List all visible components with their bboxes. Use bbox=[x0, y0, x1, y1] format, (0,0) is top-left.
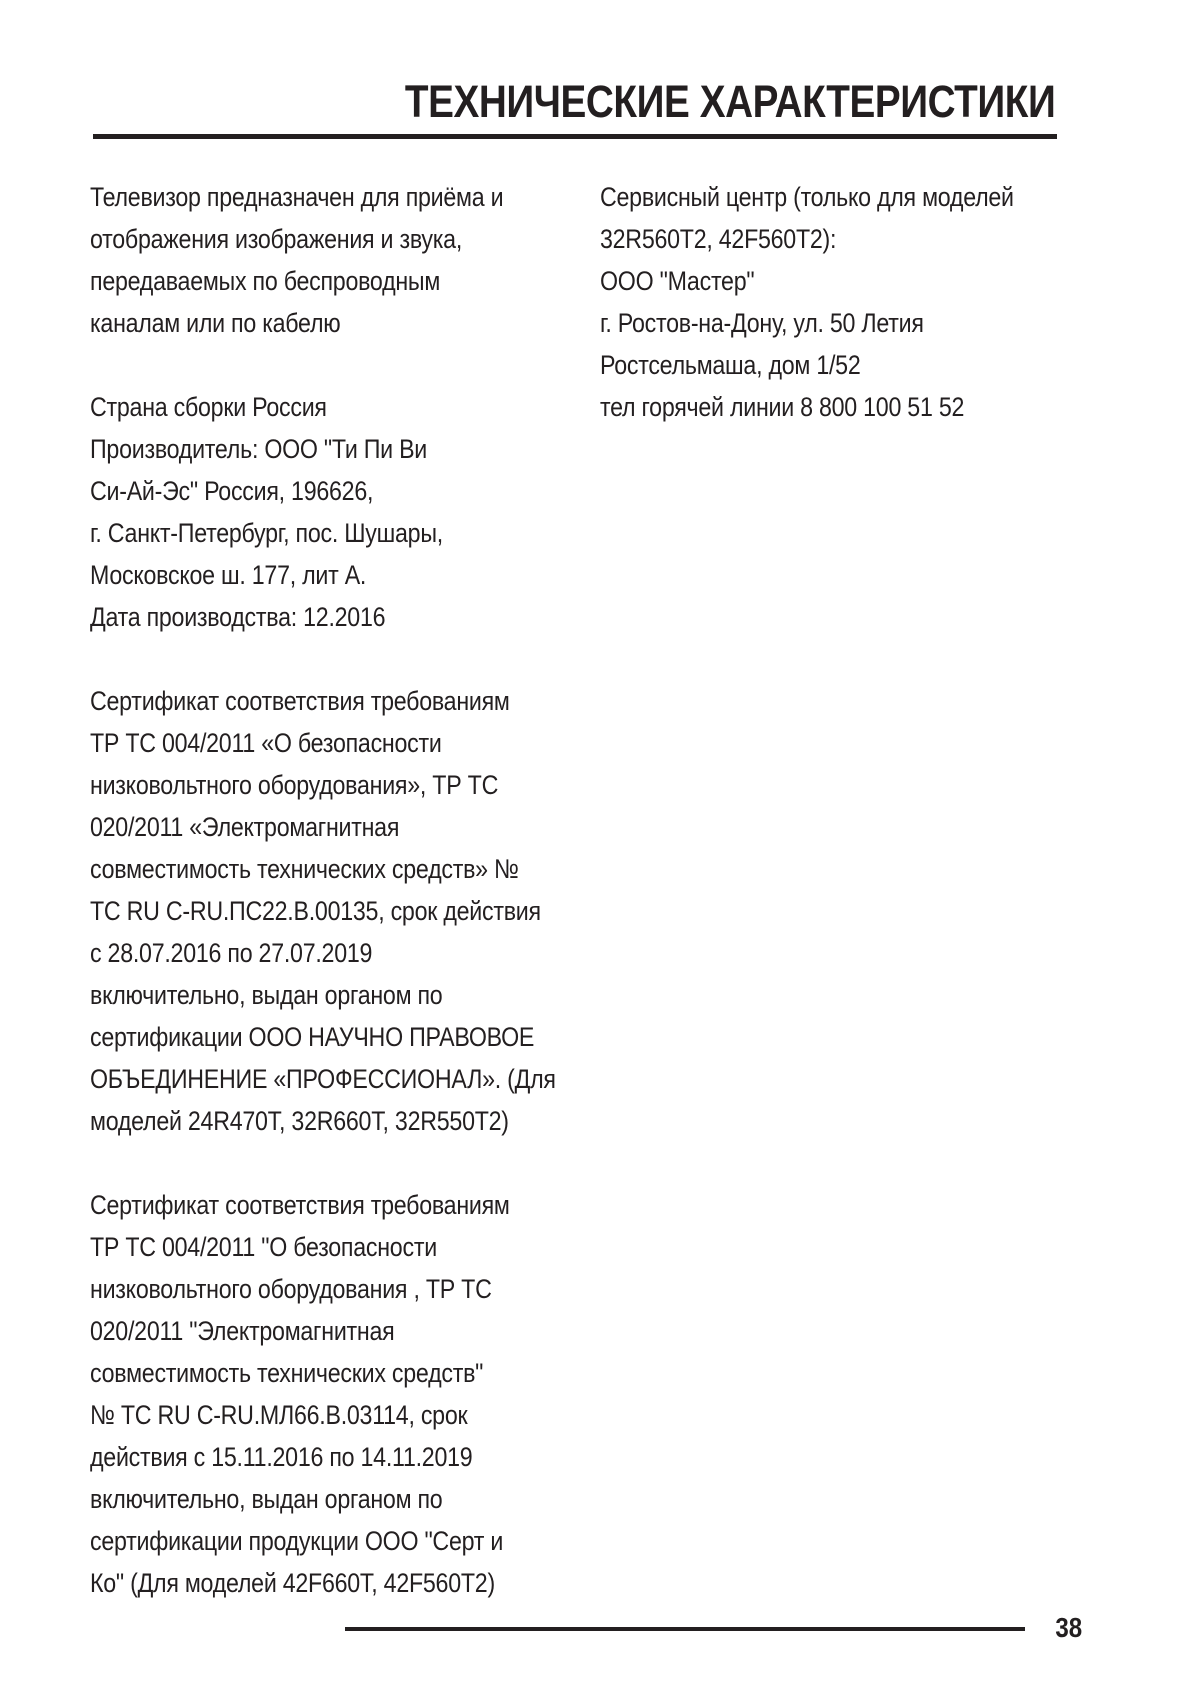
text-line: Сервисный центр (только для моделей bbox=[600, 182, 1014, 212]
text-line: отображения изображения и звука, bbox=[90, 224, 463, 254]
text-line: Производитель: ООО "Ти Пи Ви bbox=[90, 434, 428, 464]
text-line: Ростсельмаша, дом 1/52 bbox=[600, 350, 861, 380]
text-line: 020/2011 «Электромагнитная bbox=[90, 812, 400, 842]
certificate-paragraph-2 bbox=[90, 1184, 560, 1604]
text-line: 020/2011 "Электромагнитная bbox=[90, 1316, 395, 1346]
text-line: ТС RU C-RU.ПС22.B.00135, срок действия bbox=[90, 896, 541, 926]
page-title: ТЕХНИЧЕСКИЕ ХАРАКТЕРИСТИКИ bbox=[404, 76, 1055, 127]
text-line: низковольтного оборудования», ТР ТС bbox=[90, 770, 499, 800]
text-line: действия с 15.11.2016 по 14.11.2019 bbox=[90, 1442, 473, 1472]
text-line: Ко" (Для моделей 42F660T, 42F560T2) bbox=[90, 1568, 495, 1598]
left-column bbox=[90, 176, 560, 1646]
right-column bbox=[600, 176, 1070, 470]
footer-divider bbox=[345, 1627, 1025, 1631]
text-line: Си-Ай-Эс" Россия, 196626, bbox=[90, 476, 374, 506]
text-line: совместимость технических средств» № bbox=[90, 854, 519, 884]
text-line: моделей 24R470T, 32R660T, 32R550T2) bbox=[90, 1106, 509, 1136]
text-line: с 28.07.2016 по 27.07.2019 bbox=[90, 938, 373, 968]
text-line: Страна сборки Россия bbox=[90, 392, 327, 422]
text-line: Сертификат соответствия требованиям bbox=[90, 1190, 510, 1220]
text-line: Московское ш. 177, лит А. bbox=[90, 560, 367, 590]
text-line: ОБЪЕДИНЕНИЕ «ПРОФЕССИОНАЛ». (Для bbox=[90, 1064, 556, 1094]
purpose-paragraph bbox=[90, 176, 560, 344]
text-line: тел горячей линии 8 800 100 51 52 bbox=[600, 392, 965, 422]
text-line: Сертификат соответствия требованиям bbox=[90, 686, 510, 716]
text-line: включительно, выдан органом по bbox=[90, 1484, 443, 1514]
text-line: ООО "Мастер" bbox=[600, 266, 755, 296]
text-line: передаваемых по беспроводным bbox=[90, 266, 441, 296]
text-line: г. Санкт-Петербург, пос. Шушары, bbox=[90, 518, 443, 548]
text-line: каналам или по кабелю bbox=[90, 308, 341, 338]
text-line: ТР ТС 004/2011 "О безопасности bbox=[90, 1232, 437, 1262]
title-divider bbox=[93, 134, 1057, 139]
text-line: 32R560T2, 42F560T2): bbox=[600, 224, 837, 254]
text-line: г. Ростов-на-Дону, ул. 50 Летия bbox=[600, 308, 924, 338]
text-line: включительно, выдан органом по bbox=[90, 980, 443, 1010]
manufacturer-paragraph bbox=[90, 386, 560, 638]
text-line: сертификации ООО НАУЧНО ПРАВОВОЕ bbox=[90, 1022, 535, 1052]
service-center-paragraph bbox=[600, 176, 1070, 428]
text-line: № ТС RU C-RU.МЛ66.В.03114, срок bbox=[90, 1400, 468, 1430]
text-line: низковольтного оборудования , ТР ТС bbox=[90, 1274, 492, 1304]
certificate-paragraph-1 bbox=[90, 680, 560, 1142]
text-line: Телевизор предназначен для приёма и bbox=[90, 182, 504, 212]
text-line: ТР ТС 004/2011 «О безопасности bbox=[90, 728, 442, 758]
text-line: совместимость технических средств" bbox=[90, 1358, 484, 1388]
text-line: сертификации продукции ООО "Серт и bbox=[90, 1526, 504, 1556]
text-line: Дата производства: 12.2016 bbox=[90, 602, 386, 632]
page-number: 38 bbox=[1055, 1612, 1082, 1643]
